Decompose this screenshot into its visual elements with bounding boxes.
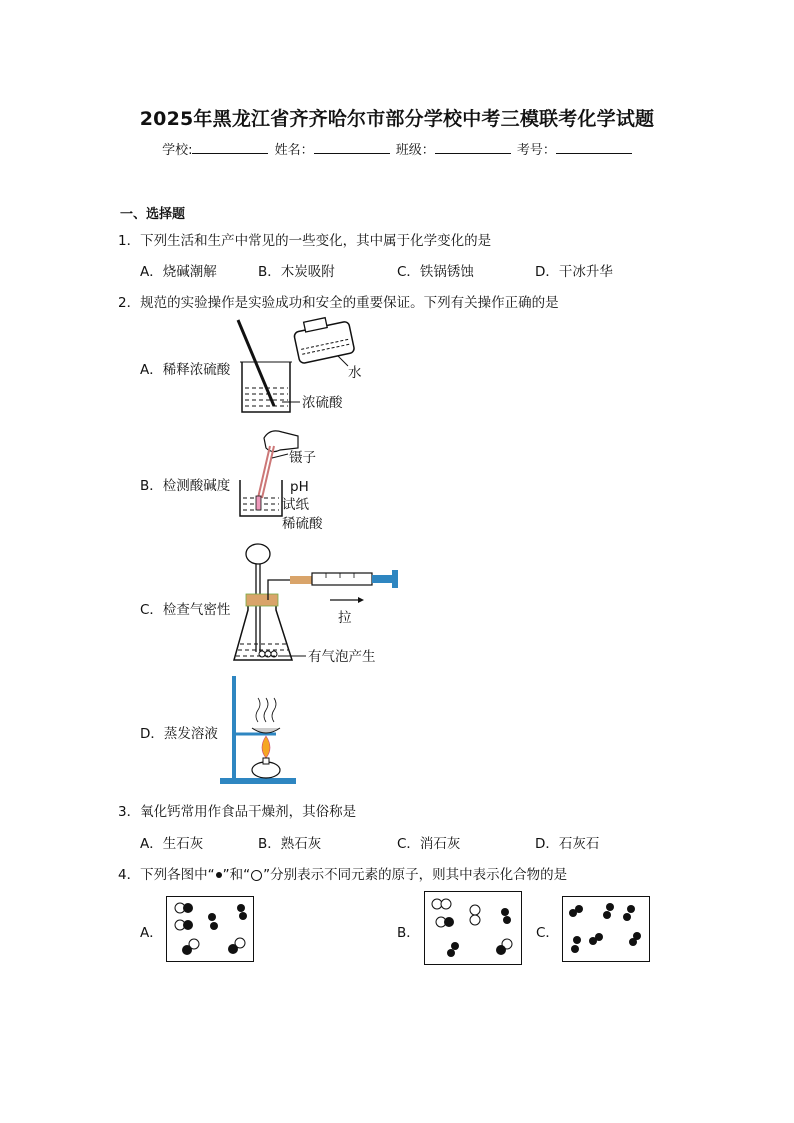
label-test-paper: 试纸 (282, 497, 309, 513)
q1-option-a[interactable]: A．烧碱潮解 (140, 264, 217, 280)
name-blank[interactable] (314, 141, 390, 154)
q1-option-d[interactable]: D．干冰升华 (535, 264, 613, 280)
student-info-line (0, 139, 794, 158)
q2-option-c[interactable]: C．检查气密性 (140, 602, 231, 618)
filled-atom-icon (216, 872, 222, 878)
question-2-stem: 2．规范的实验操作是实验成功和安全的重要保证。下列有关操作正确的是 (118, 295, 559, 311)
evaporation-figure (218, 674, 298, 786)
q4-option-b-diagram (424, 891, 522, 965)
airtight-check-figure (230, 540, 400, 670)
label-bubbles: 有气泡产生 (308, 649, 376, 665)
label-conc-acid: 浓硫酸 (302, 395, 343, 411)
q4-stem-part-1: 4．下列各图中“ (118, 867, 215, 883)
class-label: 班级： (395, 143, 435, 158)
q4-stem-part-3: ”分别表示不同元素的原子，则其中表示化合物的是 (263, 867, 568, 883)
section-heading: 一、选择题 (120, 207, 186, 222)
q4-stem-part-2: ”和“ (222, 867, 251, 883)
school-blank[interactable] (192, 141, 268, 154)
school-label: 学校: (162, 143, 193, 158)
label-water: 水 (348, 365, 362, 381)
q3-option-a[interactable]: A．生石灰 (140, 836, 204, 852)
q1-option-c[interactable]: C．铁锅锈蚀 (397, 264, 474, 280)
label-pull: 拉 (338, 610, 352, 626)
exam-no-blank[interactable] (556, 141, 632, 154)
dilute-acid-figure (230, 318, 370, 416)
question-3-stem: 3．氧化钙常用作食品干燥剂，其俗称是 (118, 804, 357, 820)
q2-option-d[interactable]: D．蒸发溶液 (140, 726, 218, 742)
ph-test-figure (234, 424, 344, 534)
q2-option-b[interactable]: B．检测酸碱度 (140, 478, 231, 494)
q4-option-a-diagram (166, 896, 254, 962)
label-dilute-acid: 稀硫酸 (282, 516, 323, 532)
q4-option-c-diagram (562, 896, 650, 962)
class-blank[interactable] (435, 141, 511, 154)
q4-option-a[interactable]: A． (140, 925, 163, 941)
q3-option-c[interactable]: C．消石灰 (397, 836, 461, 852)
q2-option-a[interactable]: A．稀释浓硫酸 (140, 362, 231, 378)
q3-option-b[interactable]: B．熟石灰 (258, 836, 322, 852)
question-1-stem: 1．下列生活和生产中常见的一些变化，其中属于化学变化的是 (118, 233, 492, 249)
q1-option-b[interactable]: B．木炭吸附 (258, 264, 335, 280)
q3-option-d[interactable]: D．石灰石 (535, 836, 600, 852)
hollow-atom-icon (251, 870, 262, 881)
q4-option-c[interactable]: C． (536, 925, 559, 941)
name-label: 姓名： (274, 143, 314, 158)
exam-no-label: 考号： (516, 143, 556, 158)
page-title: 2025年黑龙江省齐齐哈尔市部分学校中考三模联考化学试题 (139, 108, 655, 130)
label-tweezers: 镊子 (289, 450, 316, 466)
question-4-stem (118, 863, 567, 883)
label-ph: pH (290, 479, 309, 495)
q4-option-b[interactable]: B． (397, 925, 420, 941)
